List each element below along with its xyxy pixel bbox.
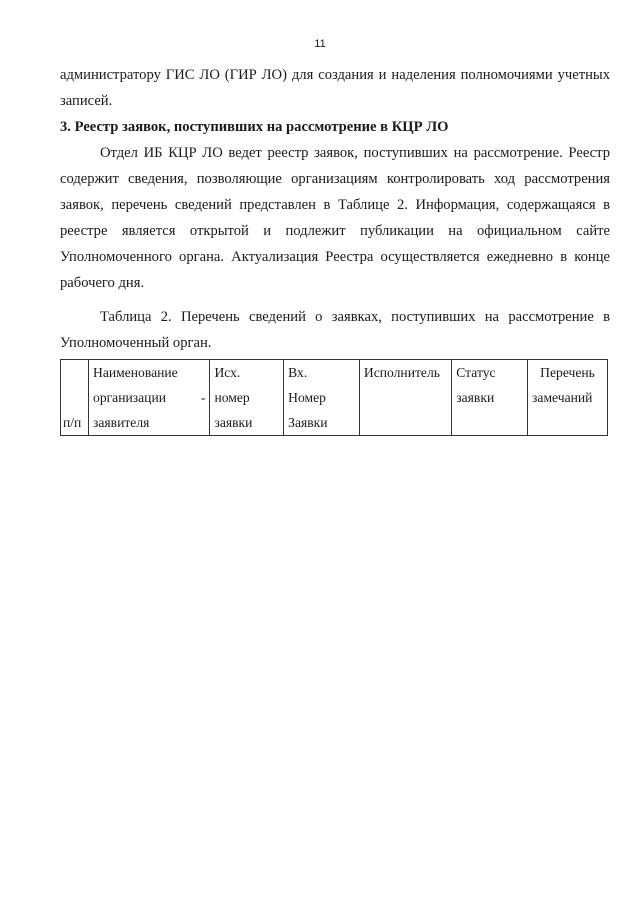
col-status-line: Статус (456, 365, 496, 380)
page-number: 11 (314, 38, 326, 50)
col-status-line: заявки (456, 390, 495, 405)
col-remarks (528, 360, 608, 436)
col-executor (359, 360, 451, 436)
col-outgoing-number (210, 360, 284, 436)
col-remarks-line: Перечень (540, 365, 595, 380)
col-applicant (89, 360, 210, 436)
col-remarks-line: замечаний (532, 390, 593, 405)
paragraph-registry: Отдел ИБ КЦР ЛО ведет реестр заявок, поступивших на рассмотрение. Реестр содержит сведения, позволяющие организациям контролировать ход рассмотрения заявок, перечень сведений представлен в Таблице 2. Информация, содержащаяся в реестре является открытой и подлежит публикации на официальном сайте Уполномоченного органа. Актуализация Реестра осуществляется ежедневно в конце рабочего дня. (60, 145, 610, 291)
col-applicant-line: заявителя (93, 415, 150, 430)
paragraph-continuation: администратору ГИС ЛО (ГИР ЛО) для создания и наделения полномочиями учетных записей. (60, 67, 610, 109)
registry-table (60, 359, 608, 436)
col-incoming-line: Номер (288, 390, 326, 405)
col-incoming-line: Вх. (288, 365, 308, 380)
col-outgoing-line: номер (214, 390, 250, 405)
col-outgoing-line: Исх. (214, 365, 241, 380)
table-caption: Таблица 2. Перечень сведений о заявках, поступивших на рассмотрение в Уполномоченный орган. (60, 309, 610, 351)
col-number (61, 360, 89, 436)
col-executor-label: Исполнитель (363, 365, 440, 380)
col-applicant-line: организации - (93, 390, 206, 405)
section-heading: 3. Реестр заявок, поступивших на рассмотрение в КЦР ЛО (60, 119, 449, 135)
col-status (452, 360, 528, 436)
table-header-row (61, 360, 608, 436)
col-applicant-line: Наименование (93, 365, 178, 380)
col-number-label: п/п (63, 415, 82, 430)
col-incoming-number (284, 360, 360, 436)
col-outgoing-line: заявки (214, 415, 253, 430)
document-body (60, 62, 610, 436)
col-incoming-line: Заявки (288, 415, 328, 430)
